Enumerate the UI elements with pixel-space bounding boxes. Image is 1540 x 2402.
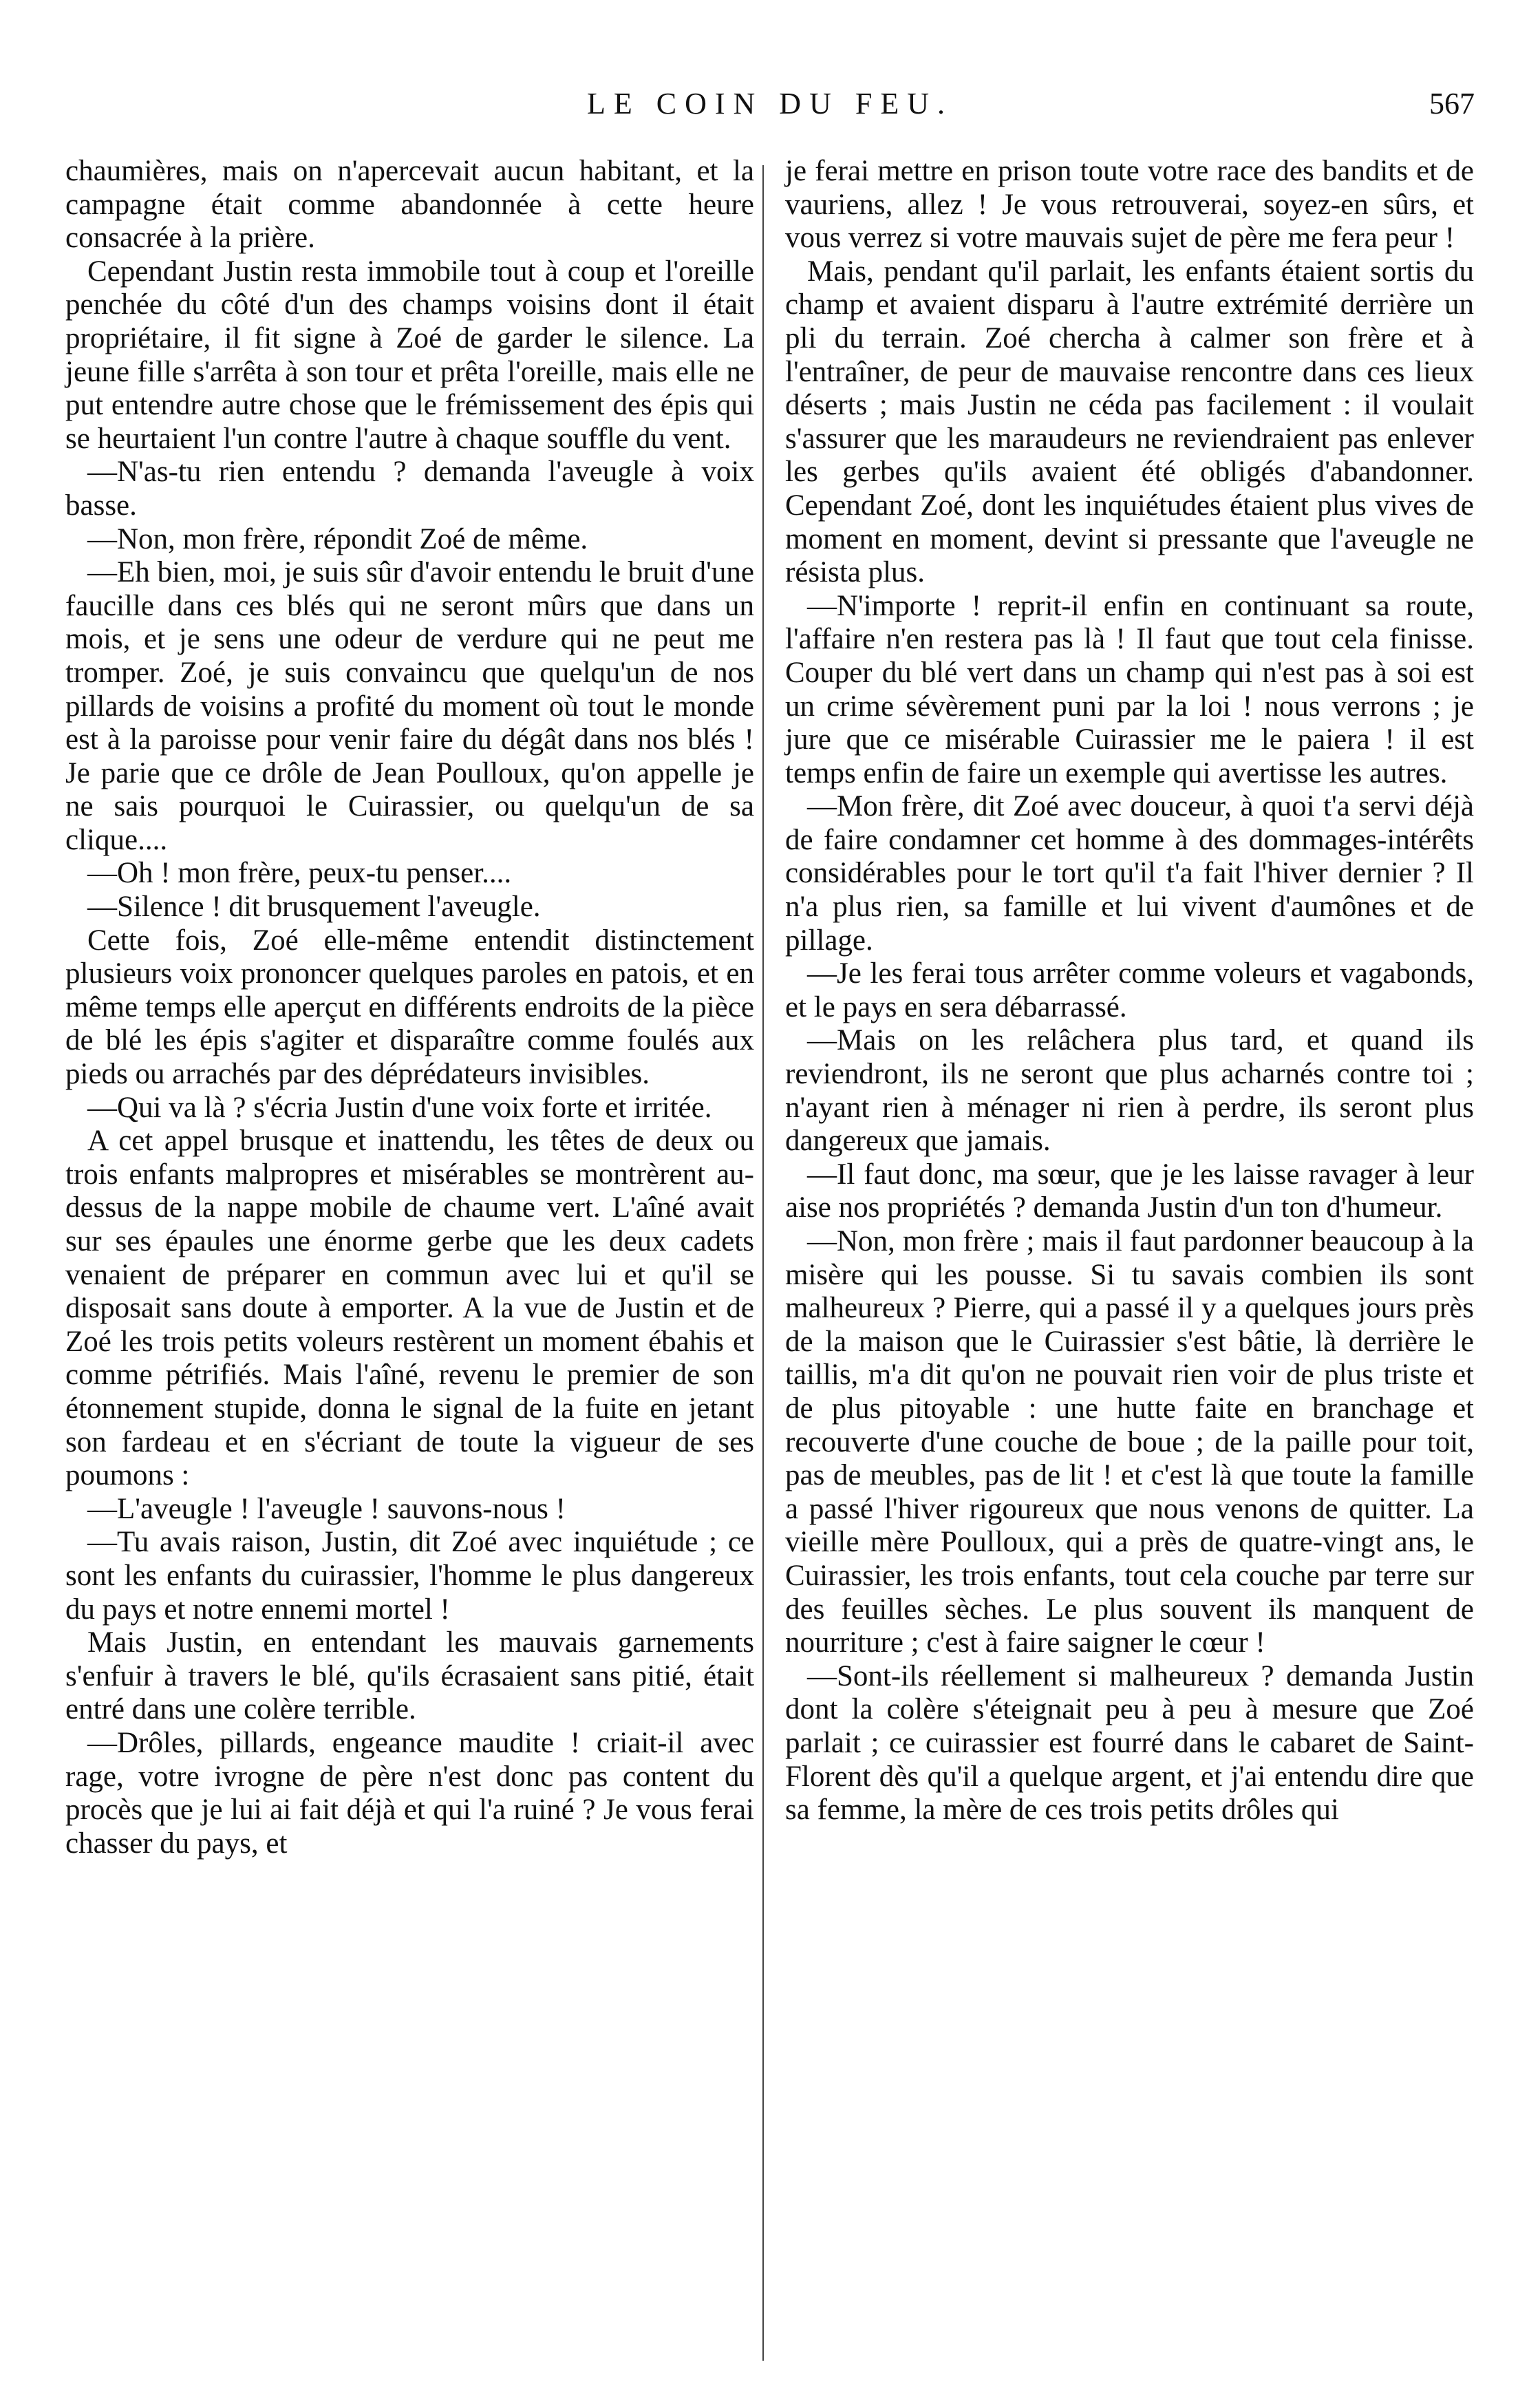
paragraph: —Il faut donc, ma sœur, que je les laisse ravager à leur aise nos propriétés ? demanda Justin d'un ton d'humeur. [785, 1158, 1474, 1224]
paragraph: —Sont-ils réellement si malheureux ? demanda Justin dont la colère s'éteignait peu à peu à mesure que Zoé parlait ; ce cuirassier est fourré dans le cabaret de Saint-Florent dès qu'il a quelque argent, et j'ai entendu dire que sa femme, la mère de ces trois petits drôles qui [785, 1659, 1474, 1827]
paragraph: Cette fois, Zoé elle-même entendit distinctement plusieurs voix prononcer quelques paroles en patois, et en même temps elle aperçut en différents endroits de la pièce de blé les épis s'agiter et disparaître comme foulés aux pieds ou arrachés par des déprédateurs invisibles. [65, 924, 754, 1091]
page-number: 567 [1429, 87, 1475, 120]
paragraph: Mais, pendant qu'il parlait, les enfants étaient sortis du champ et avaient disparu à l'autre extrémité derrière un pli du terrain. Zoé chercha à calmer son frère et à l'entraîner, de peur de mauvaise rencontre dans ces lieux déserts ; mais Justin ne céda pas facilement : il voulait s'assurer que les maraudeurs ne reviendraient pas enlever les gerbes qu'ils avaient été obligés d'abandonner. Cependant Zoé, dont les inquiétudes étaient plus vives de moment en moment, devint si pressante que l'aveugle ne résista plus. [785, 255, 1474, 589]
paragraph: —Eh bien, moi, je suis sûr d'avoir entendu le bruit d'une faucille dans ces blés qui ne seront mûrs que dans un mois, et je sens une odeur de verdure qui ne peut me tromper. Zoé, je suis convaincu que quelqu'un de nos pillards de voisins a profité du moment où tout le monde est à la paroisse pour venir faire du dégât dans nos blés ! Je parie que ce drôle de Jean Poulloux, qu'on appelle je ne sais pourquoi le Cuirassier, ou quelqu'un de sa clique.... [65, 556, 754, 856]
paragraph: —Mon frère, dit Zoé avec douceur, à quoi t'a servi déjà de faire condamner cet homme à des dommages-intérêts considérables pour le tort qu'il t'a fait l'hiver dernier ? Il n'a plus rien, sa famille et lui vivent d'aumônes et de pillage. [785, 790, 1474, 957]
text-columns [65, 155, 1475, 2371]
paragraph: —Drôles, pillards, engeance maudite ! criait-il avec rage, votre ivrogne de père n'est donc pas content du procès que je lui ai fait déjà et qui l'a ruiné ? Je vous ferai chasser du pays, et [65, 1726, 754, 1860]
paragraph: —Oh ! mon frère, peux-tu penser.... [87, 857, 512, 890]
paragraph: —L'aveugle ! l'aveugle ! sauvons-nous ! [87, 1492, 566, 1525]
paragraph: —N'as-tu rien entendu ? demanda l'aveugle à voix basse. [65, 456, 754, 522]
right-column [785, 155, 1474, 2371]
paragraph: —Mais on les relâchera plus tard, et quand ils reviendront, ils ne seront que plus acharnés contre toi ; n'ayant rien à ménager ni rien à perdre, ils seront plus dangereux que jamais. [785, 1024, 1474, 1158]
paragraph: Mais Justin, en entendant les mauvais garnements s'enfuir à travers le blé, qu'ils écrasaient sans pitié, était entré dans une colère terrible. [65, 1626, 754, 1726]
paragraph: —Tu avais raison, Justin, dit Zoé avec inquiétude ; ce sont les enfants du cuirassier, l'homme le plus dangereux du pays et notre ennemi mortel ! [65, 1526, 754, 1626]
paragraph: —Qui va là ? s'écria Justin d'une voix forte et irritée. [87, 1091, 712, 1124]
paragraph: —N'importe ! reprit-il enfin en continuant sa route, l'affaire n'en restera pas là ! Il faut que tout cela finisse. Couper du blé vert dans un champ qui n'est pas à soi est un crime sévèrement puni par la loi ! nous verrons ; je jure que ce misérable Cuirassier me le paiera ! il est temps enfin de faire un exemple qui avertisse les autres. [785, 589, 1474, 789]
left-column [65, 155, 754, 2371]
page-header [65, 86, 1475, 141]
paragraph: —Je les ferai tous arrêter comme voleurs et vagabonds, et le pays en sera débarrassé. [785, 957, 1474, 1023]
running-title: LE COIN DU FEU. [587, 87, 953, 120]
paragraph: —Non, mon frère ; mais il faut pardonner beaucoup à la misère qui les pousse. Si tu savais combien ils sont malheureux ? Pierre, qui a passé il y a quelques jours près de la maison que le Cuirassier s'est bâtie, là derrière le taillis, m'a dit qu'on ne pouvait rien voir de plus triste et de plus pitoyable : une hutte faite en branchage et recouverte d'une couche de boue ; de la paille pour toit, pas de meubles, pas de lit ! et c'est là que toute la famille a passé l'hiver rigoureux que nous venons de quitter. La vieille mère Poulloux, qui a près de quatre-vingt ans, le Cuirassier, les trois enfants, tout cela couche par terre sur des feuilles sèches. Le plus souvent ils manquent de nourriture ; c'est à faire saigner le cœur ! [785, 1225, 1474, 1659]
paragraph: Cependant Justin resta immobile tout à coup et l'oreille penchée du côté d'un des champs voisins dont il était propriétaire, il fit signe à Zoé de garder le silence. La jeune fille s'arrêta à son tour et prêta l'oreille, mais elle ne put entendre autre chose que le frémissement des épis qui se heurtaient l'un contre l'autre à chaque souffle du vent. [65, 255, 754, 455]
paragraph: —Non, mon frère, répondit Zoé de même. [87, 522, 588, 555]
paragraph: je ferai mettre en prison toute votre race des bandits et de vauriens, allez ! Je vous retrouverai, soyez-en sûrs, et vous verrez si votre mauvais sujet de père me fera peur ! [785, 155, 1474, 255]
paragraph: A cet appel brusque et inattendu, les têtes de deux ou trois enfants malpropres et misérables se montrèrent au-dessus de la nappe mobile de chaume vert. L'aîné avait sur ses épaules une énorme gerbe que les deux cadets venaient de préparer en commun avec lui et qu'il se disposait sans doute à emporter. A la vue de Justin et de Zoé les trois petits voleurs restèrent un moment ébahis et comme pétrifiés. Mais l'aîné, revenu le premier de son étonnement stupide, donna le signal de la fuite en jetant son fardeau et en s'écriant de toute la vigueur de ses poumons : [65, 1125, 754, 1492]
paragraph: chaumières, mais on n'apercevait aucun habitant, et la campagne était comme abandonnée à cette heure consacrée à la prière. [65, 155, 754, 255]
paragraph: —Silence ! dit brusquement l'aveugle. [87, 891, 541, 924]
